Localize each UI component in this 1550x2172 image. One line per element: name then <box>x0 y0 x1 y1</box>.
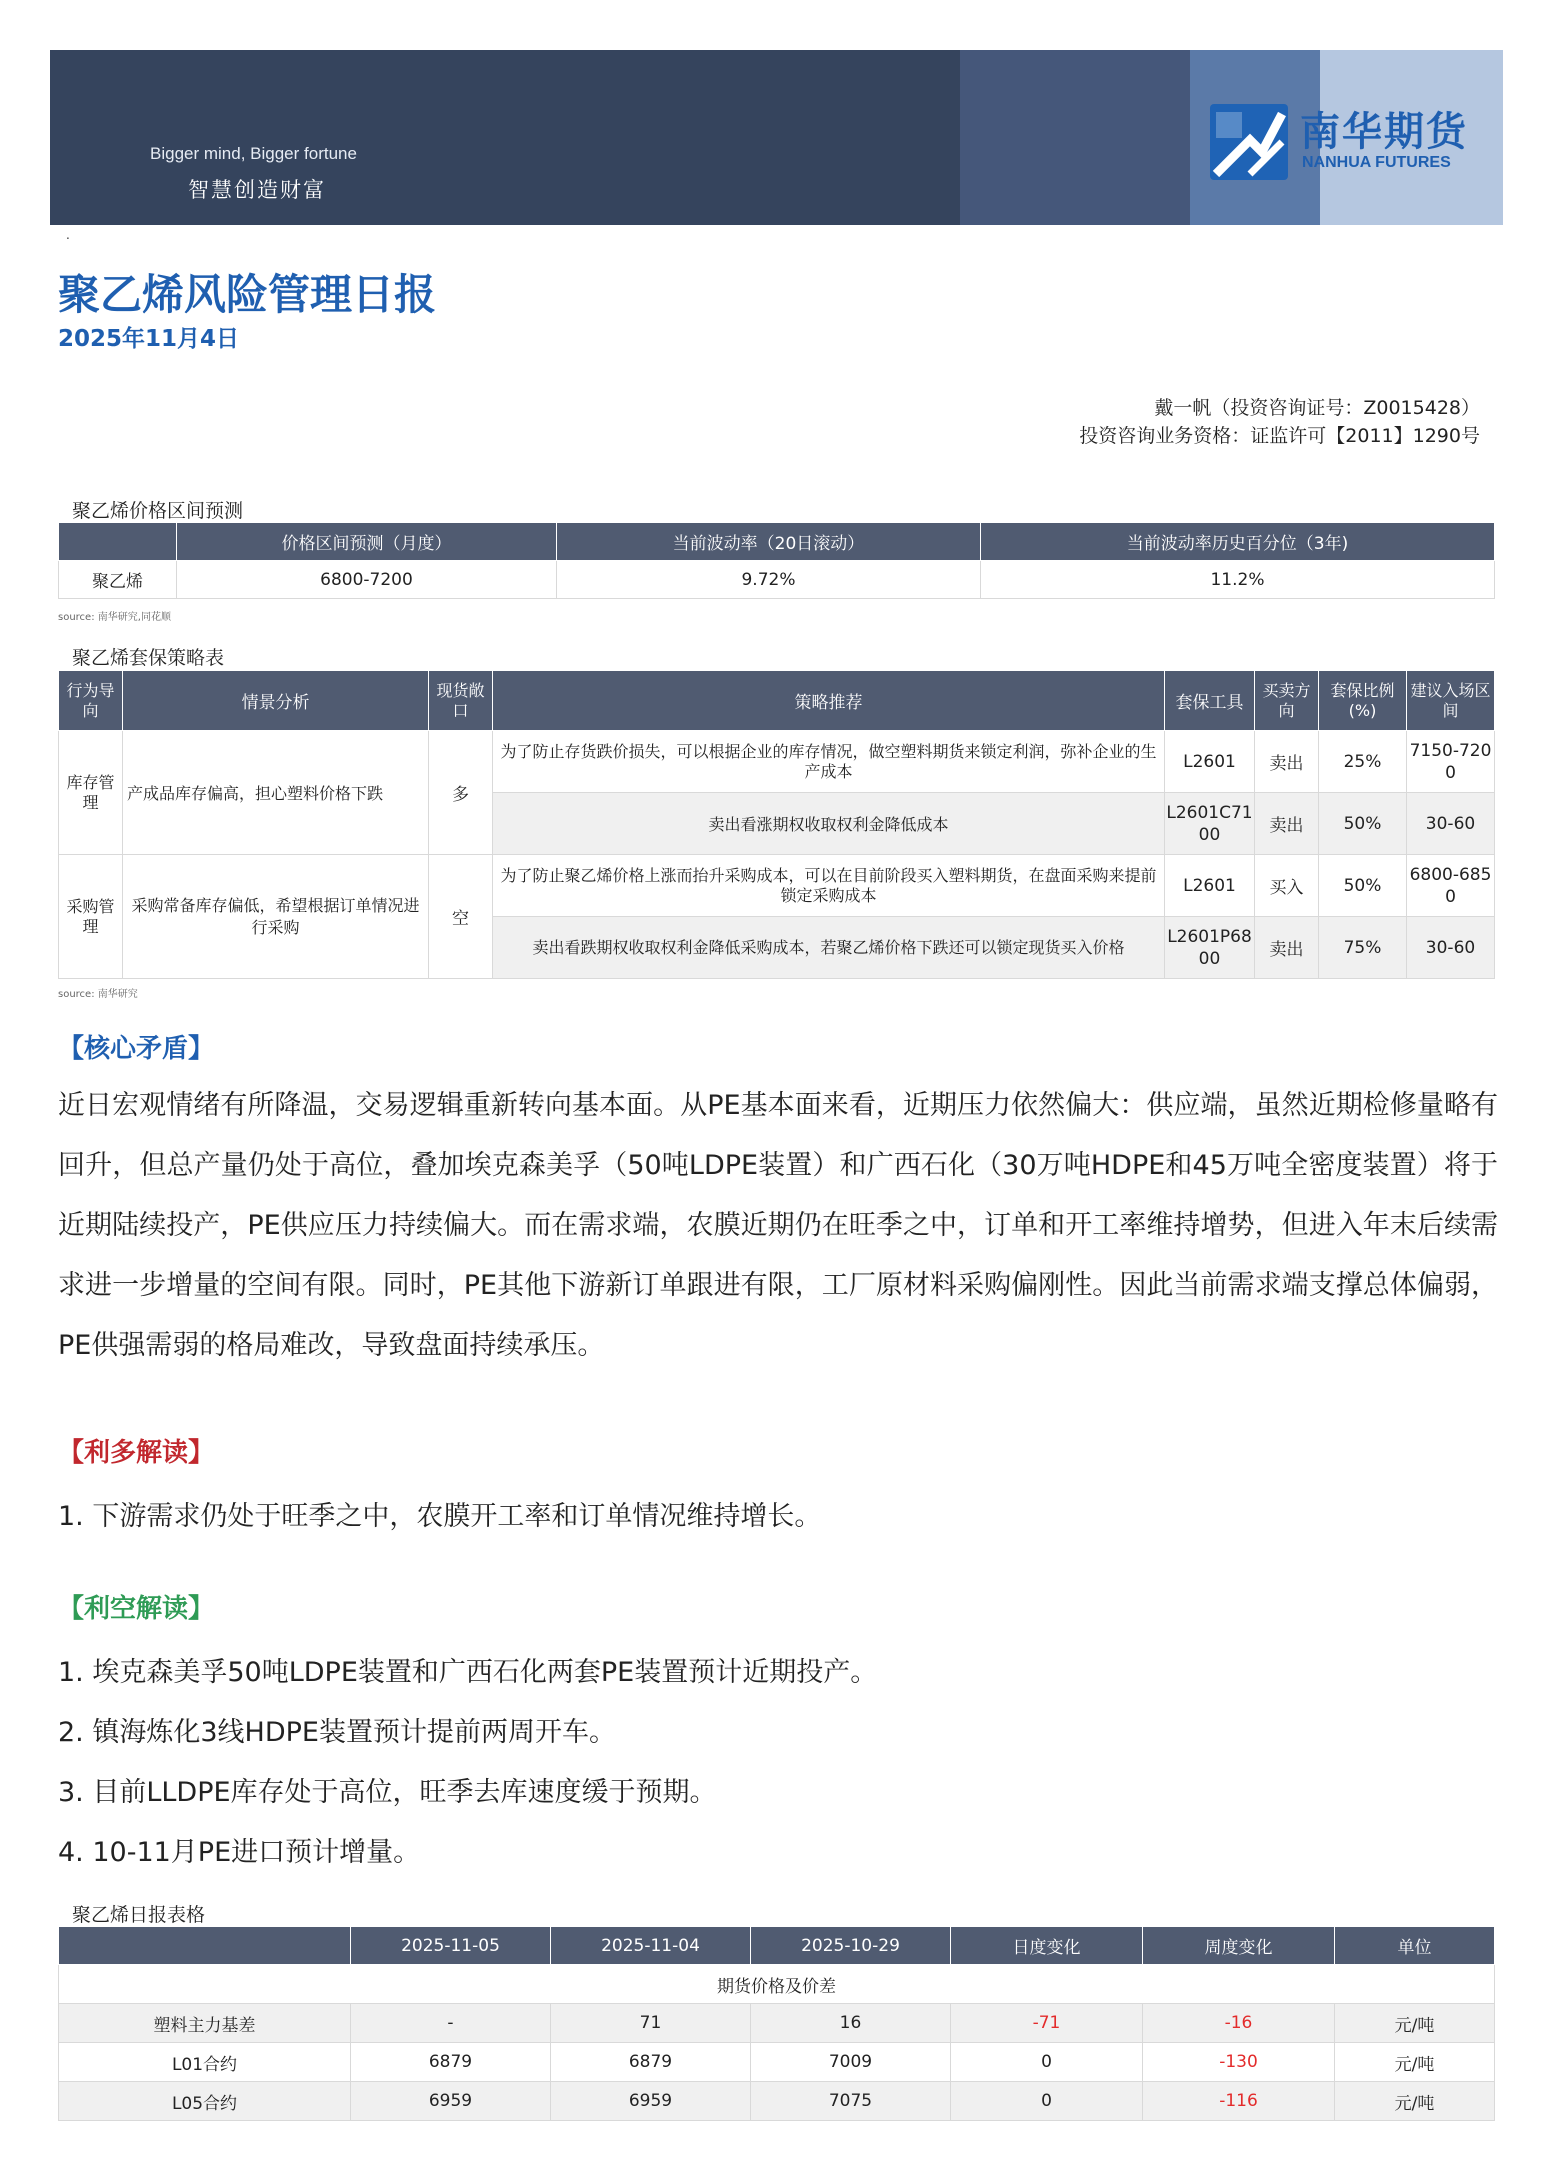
core-paragraph: 近日宏观情绪有所降温，交易逻辑重新转向基本面。从PE基本面来看，近期压力依然偏大：供应端，虽然近期检修量略有回升，但总产量仍处于高位，叠加埃克森美孚（50吨LDPE装置）和广西石化（30万吨HDPE和45万吨全密度装置）将于近期陆续投产，PE供应压力持续偏大。而在需求端，农膜近期仍在旺季之中，订单和开工率维持增势，但进入年末后续需求进一步增量的空间有限。同时，PE其他下游新订单跟进有限，工厂原材料采购偏刚性。因此当前需求端支撑总体偏弱，PE供强需弱的格局难改，导致盘面持续承压。 <box>58 1090 1498 1361</box>
strategy-table-source <box>58 985 138 1000</box>
table-cell-range: 7150-7200 <box>1407 731 1495 793</box>
table-cell-scenario: 采购常备库存偏低，希望根据订单情况进行采购 <box>123 855 429 979</box>
table-row <box>59 2043 1495 2082</box>
table-cell-side: 卖出 <box>1255 731 1319 793</box>
column-header: 价格区间预测（月度） <box>177 523 557 561</box>
table-cell-tool: L2601C7100 <box>1165 793 1255 855</box>
bullish-heading: 【利多解读】 <box>58 1438 215 1468</box>
table-cell-weekly-change: -16 <box>1143 2004 1335 2043</box>
license-line: 投资咨询业务资格：证监许可【2011】1290号 <box>1079 425 1480 447</box>
table-row <box>59 561 1495 599</box>
table-cell-range: 6800-6850 <box>1407 855 1495 917</box>
column-header <box>59 1927 351 1965</box>
table-cell: - <box>351 2004 551 2043</box>
table-cell-strategy: 卖出看涨期权收取权利金降低成本 <box>493 793 1165 855</box>
table-cell-unit: 元/吨 <box>1335 2043 1495 2082</box>
table-cell: 6959 <box>551 2082 751 2121</box>
column-header: 买卖方向 <box>1255 671 1319 731</box>
table-cell: 9.72% <box>557 561 981 599</box>
table-cell-range: 30-60 <box>1407 793 1495 855</box>
slogan-chinese: 智慧创造财富 <box>188 178 326 202</box>
table-cell-strategy: 卖出看跌期权收取权利金降低采购成本，若聚乙烯价格下跌还可以锁定现货买入价格 <box>493 917 1165 979</box>
column-header: 现货敞口 <box>429 671 493 731</box>
table-cell: 11.2% <box>981 561 1495 599</box>
table-cell-daily-change: 0 <box>951 2082 1143 2121</box>
table-cell: L05合约 <box>59 2082 351 2121</box>
table-cell-range: 30-60 <box>1407 917 1495 979</box>
bearish-item: 4. 10-11月PE进口预计增量。 <box>58 1837 421 1868</box>
daily-report-table <box>58 1926 1495 2121</box>
table-cell-strategy: 为了防止存货跌价损失，可以根据企业的库存情况，做空塑料期货来锁定利润，弥补企业的生产成本 <box>493 731 1165 793</box>
banner-band <box>960 50 1190 225</box>
table-cell-direction: 库存管理 <box>59 731 123 855</box>
table-cell-daily-change: 0 <box>951 2043 1143 2082</box>
table-cell-ratio: 50% <box>1319 855 1407 917</box>
table-cell-ratio: 50% <box>1319 793 1407 855</box>
bearish-item: 2. 镇海炼化3线HDPE装置预计提前两周开车。 <box>58 1717 616 1748</box>
column-header: 日度变化 <box>951 1927 1143 1965</box>
column-header: 建议入场区间 <box>1407 671 1495 731</box>
table-header-row <box>59 523 1495 561</box>
table-cell-weekly-change: -116 <box>1143 2082 1335 2121</box>
dot-mark: . <box>66 228 70 242</box>
daily-table-title: 聚乙烯日报表格 <box>72 1904 206 1926</box>
table-cell-scenario: 产成品库存偏高，担心塑料价格下跌 <box>123 731 429 855</box>
table-cell-unit: 元/吨 <box>1335 2082 1495 2121</box>
table-cell-side: 卖出 <box>1255 917 1319 979</box>
header-banner <box>50 50 1503 225</box>
table-cell: L01合约 <box>59 2043 351 2082</box>
bearish-item: 3. 目前LLDPE库存处于高位，旺季去库速度缓于预期。 <box>58 1777 717 1808</box>
table-cell: 塑料主力基差 <box>59 2004 351 2043</box>
table-cell: 6879 <box>551 2043 751 2082</box>
table-cell-tool: L2601 <box>1165 855 1255 917</box>
table-cell-tool: L2601P6800 <box>1165 917 1255 979</box>
source-text: 南华研究,同花顺 <box>97 612 171 623</box>
bearish-heading: 【利空解读】 <box>58 1594 215 1624</box>
column-header: 单位 <box>1335 1927 1495 1965</box>
source-text: 南华研究 <box>97 989 138 1000</box>
core-heading: 【核心矛盾】 <box>58 1034 215 1064</box>
table-cell: 6800-7200 <box>177 561 557 599</box>
table-cell-daily-change: -71 <box>951 2004 1143 2043</box>
hedging-strategy-table <box>58 670 1495 979</box>
table-cell: 7009 <box>751 2043 951 2082</box>
column-header: 当前波动率（20日滚动） <box>557 523 981 561</box>
section-label: 期货价格及价差 <box>59 1965 1495 2004</box>
column-header: 情景分析 <box>123 671 429 731</box>
table-cell-ratio: 75% <box>1319 917 1407 979</box>
column-header <box>59 523 177 561</box>
column-header: 2025-10-29 <box>751 1927 951 1965</box>
column-header: 策略推荐 <box>493 671 1165 731</box>
bearish-item: 1. 埃克森美孚50吨LDPE装置和广西石化两套PE装置预计近期投产。 <box>58 1657 878 1688</box>
price-table-title: 聚乙烯价格区间预测 <box>72 500 244 522</box>
bullish-item: 1. 下游需求仍处于旺季之中，农膜开工率和订单情况维持增长。 <box>58 1501 822 1532</box>
source-label: source: <box>58 612 95 623</box>
column-header: 套保比例(%) <box>1319 671 1407 731</box>
column-header: 行为导向 <box>59 671 123 731</box>
logo-text-chinese: 南华期货 <box>1300 109 1468 155</box>
table-cell-tool: L2601 <box>1165 731 1255 793</box>
page-title: 聚乙烯风险管理日报 <box>58 270 437 319</box>
report-date: 2025年11月4日 <box>58 326 240 352</box>
column-header: 套保工具 <box>1165 671 1255 731</box>
logo-text-english: NANHUA FUTURES <box>1302 154 1451 171</box>
price-table-source <box>58 608 171 623</box>
table-cell: 6879 <box>351 2043 551 2082</box>
table-row <box>59 2004 1495 2043</box>
table-cell-weekly-change: -130 <box>1143 2043 1335 2082</box>
slogan-english: Bigger mind, Bigger fortune <box>150 144 357 163</box>
table-row <box>59 731 1495 793</box>
column-header: 当前波动率历史百分位（3年) <box>981 523 1495 561</box>
table-cell-direction: 采购管理 <box>59 855 123 979</box>
table-cell: 7075 <box>751 2082 951 2121</box>
table-cell: 16 <box>751 2004 951 2043</box>
column-header: 周度变化 <box>1143 1927 1335 1965</box>
table-cell: 聚乙烯 <box>59 561 177 599</box>
logo-mark-icon <box>1210 104 1288 180</box>
table-cell-ratio: 25% <box>1319 731 1407 793</box>
table-cell-side: 卖出 <box>1255 793 1319 855</box>
table-cell-strategy: 为了防止聚乙烯价格上涨而抬升采购成本，可以在目前阶段买入塑料期货，在盘面采购来提前锁定采购成本 <box>493 855 1165 917</box>
column-header: 2025-11-05 <box>351 1927 551 1965</box>
table-cell-exposure: 多 <box>429 731 493 855</box>
table-cell-side: 买入 <box>1255 855 1319 917</box>
table-cell-exposure: 空 <box>429 855 493 979</box>
table-cell: 71 <box>551 2004 751 2043</box>
analyst-line: 戴一帆（投资咨询证号：Z0015428） <box>1154 397 1480 419</box>
table-cell-unit: 元/吨 <box>1335 2004 1495 2043</box>
column-header: 2025-11-04 <box>551 1927 751 1965</box>
source-label: source: <box>58 989 95 1000</box>
table-header-row <box>59 1927 1495 1965</box>
price-range-table <box>58 522 1495 599</box>
table-cell: 6959 <box>351 2082 551 2121</box>
analyst-info <box>1079 394 1480 450</box>
table-header-row <box>59 671 1495 731</box>
company-logo <box>1210 98 1500 188</box>
table-row <box>59 855 1495 917</box>
strategy-table-title: 聚乙烯套保策略表 <box>72 647 225 669</box>
table-section-row <box>59 1965 1495 2004</box>
table-row <box>59 2082 1495 2121</box>
